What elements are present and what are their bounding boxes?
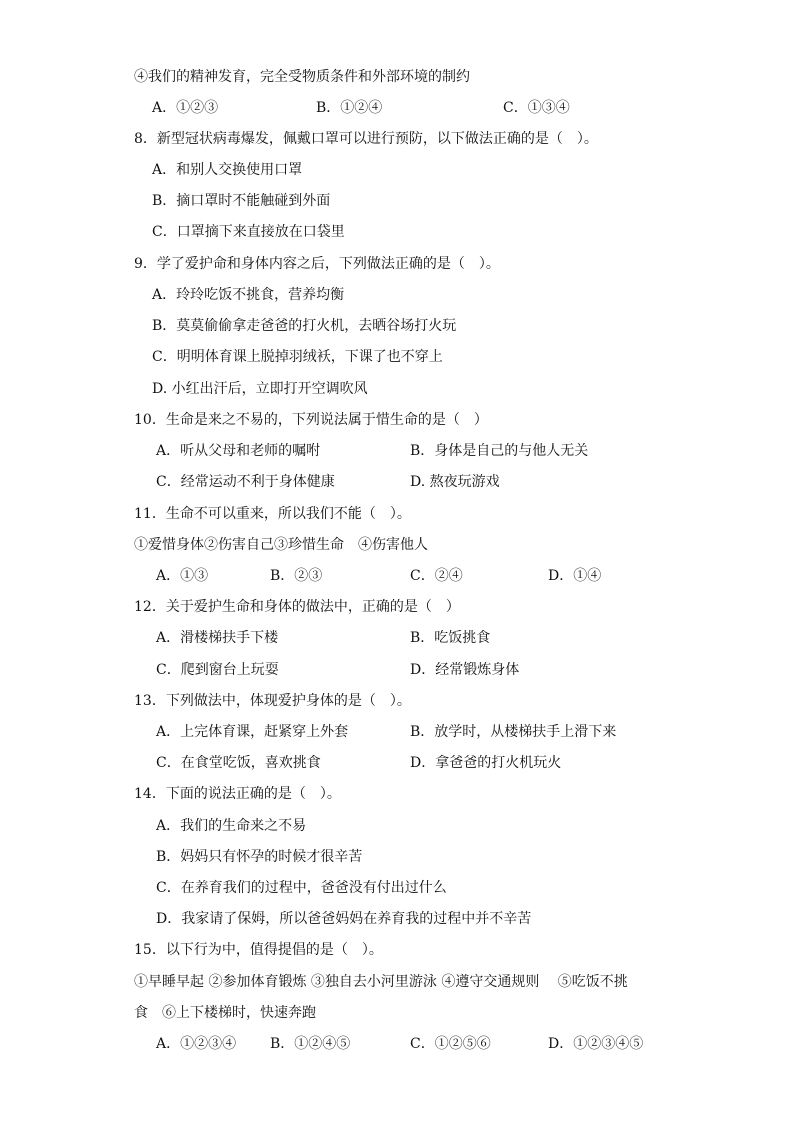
q13-stem: 13．下列做法中，体现爱护身体的是（ ）。 bbox=[134, 693, 411, 709]
q8-option-b: B．摘口罩时不能触碰到外面 bbox=[152, 193, 331, 209]
q9-stem: 9．学了爱护命和身体内容之后，下列做法正确的是（ ）。 bbox=[134, 256, 500, 272]
q8-stem: 8．新型冠状病毒爆发，佩戴口罩可以进行预防，以下做法正确的是（ ）。 bbox=[134, 131, 598, 147]
q11-option-a: A．①③ bbox=[156, 568, 209, 584]
q9-option-d: D. 小红出汗后，立即打开空调吹风 bbox=[152, 381, 368, 397]
q7-item-4: ④我们的精神发育，完全受物质条件和外部环境的制约 bbox=[134, 69, 470, 85]
q10-option-a: A．听从父母和老师的嘱咐 bbox=[156, 443, 321, 459]
q8-option-c: C．口罩摘下来直接放在口袋里 bbox=[152, 224, 345, 240]
q14-option-b: B．妈妈只有怀孕的时候才很辛苦 bbox=[156, 849, 363, 865]
q15-stem: 15．以下行为中，值得提倡的是（ ）。 bbox=[134, 942, 383, 958]
q9-option-a: A．玲玲吃饭不挑食，营养均衡 bbox=[152, 287, 345, 303]
q14-stem: 14．下面的说法正确的是（ ）。 bbox=[134, 786, 341, 802]
q15-option-d: D．①②③④⑤ bbox=[548, 1036, 644, 1052]
q13-option-b: B．放学时，从楼梯扶手上滑下来 bbox=[410, 724, 617, 740]
q7-option-a: A．①②③ bbox=[152, 100, 219, 116]
q9-option-b: B．莫莫偷偷拿走爸爸的打火机，去晒谷场打火玩 bbox=[152, 318, 457, 334]
q15-option-b: B．①②④⑤ bbox=[270, 1036, 351, 1052]
q12-option-b: B．吃饭挑食 bbox=[410, 630, 491, 646]
q7-option-c: C．①③④ bbox=[503, 100, 570, 116]
q10-option-d: D. 熬夜玩游戏 bbox=[410, 474, 500, 490]
q13-option-a: A．上完体育课，赶紧穿上外套 bbox=[156, 724, 349, 740]
q14-option-d: D．我家请了保姆，所以爸爸妈妈在养育我的过程中并不辛苦 bbox=[156, 911, 532, 927]
q7-option-b: B．①②④ bbox=[316, 100, 383, 116]
q10-option-c: C．经常运动不利于身体健康 bbox=[156, 474, 335, 490]
q11-items: ①爱惜身体②伤害自己③珍惜生命 ④伤害他人 bbox=[134, 537, 428, 553]
q15-option-c: C．①②⑤⑥ bbox=[410, 1036, 491, 1052]
q10-stem: 10．生命是来之不易的，下列说法属于惜生命的是（ ） bbox=[134, 412, 488, 428]
q15-option-a: A．①②③④ bbox=[156, 1036, 237, 1052]
q12-option-a: A．滑楼梯扶手下楼 bbox=[156, 630, 279, 646]
q11-option-b: B．②③ bbox=[270, 568, 323, 584]
q9-option-c: C．明明体育课上脱掉羽绒袄，下课了也不穿上 bbox=[152, 349, 443, 365]
q11-option-c: C．②④ bbox=[410, 568, 463, 584]
q15-items-line1: ①早睡早起 ②参加体育锻炼 ③独自去小河里游泳 ④遵守交通规则 ⑤吃饭不挑 bbox=[134, 974, 628, 990]
q15-items-line2: 食 ⑥上下楼梯时，快速奔跑 bbox=[134, 1005, 316, 1021]
q12-option-d: D．经常锻炼身体 bbox=[410, 662, 520, 678]
q14-option-c: C．在养育我们的过程中，爸爸没有付出过什么 bbox=[156, 880, 447, 896]
q14-option-a: A．我们的生命来之不易 bbox=[156, 818, 307, 834]
q13-option-c: C．在食堂吃饭，喜欢挑食 bbox=[156, 755, 321, 771]
q12-option-c: C．爬到窗台上玩耍 bbox=[156, 662, 279, 678]
q13-option-d: D．拿爸爸的打火机玩火 bbox=[410, 755, 562, 771]
q11-option-d: D．①④ bbox=[548, 568, 602, 584]
q12-stem: 12．关于爱护生命和身体的做法中，正确的是（ ） bbox=[134, 599, 460, 615]
q10-option-b: B．身体是自己的与他人无关 bbox=[410, 443, 589, 459]
q11-stem: 11．生命不可以重来，所以我们不能（ ）。 bbox=[134, 506, 411, 522]
q8-option-a: A．和别人交换使用口罩 bbox=[152, 162, 303, 178]
